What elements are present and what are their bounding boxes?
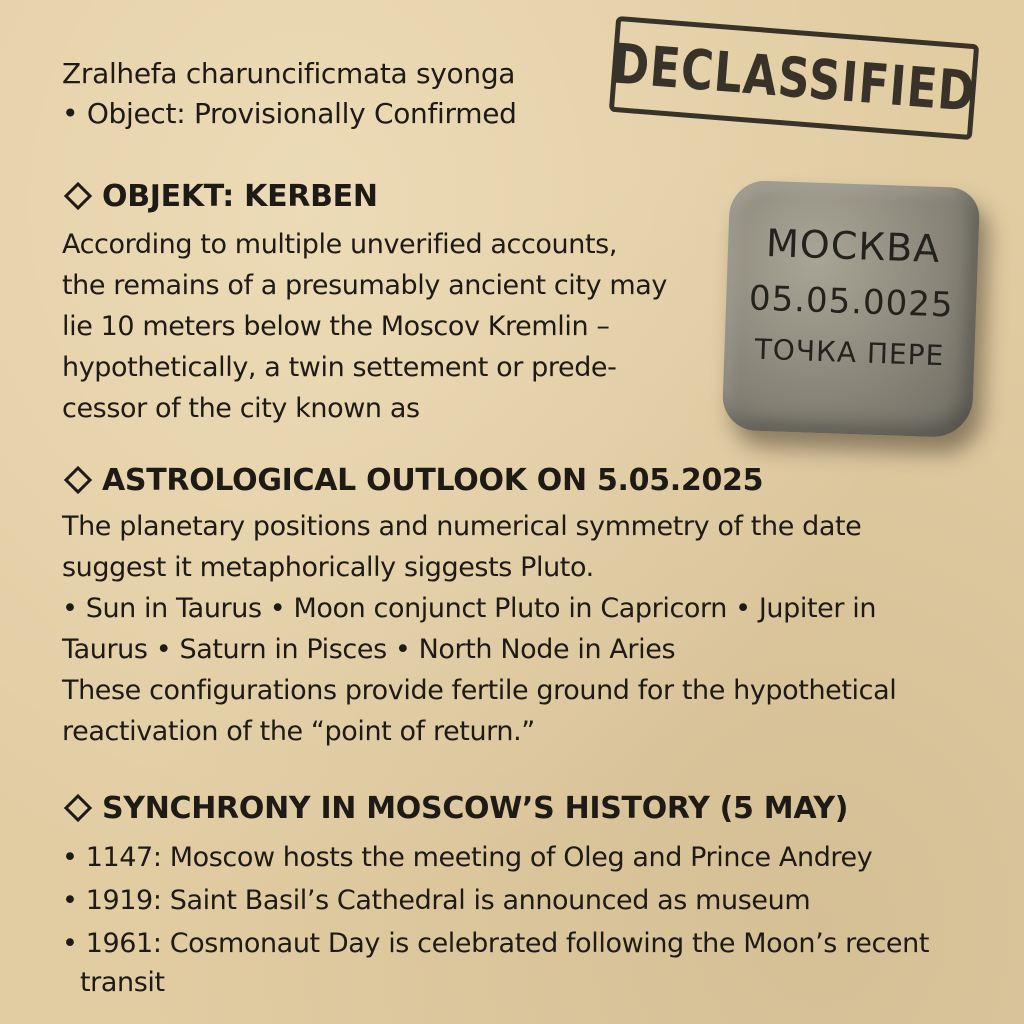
list-item-continuation: transit [80,967,165,998]
declassified-stamp [609,16,979,140]
paragraph-line: The planetary positions and numerical symmetry of the date [62,511,862,542]
section-title-synchrony [62,790,848,828]
paragraph-line: suggest it metaphorically siggests Pluto. [62,552,594,583]
paragraph-line: lie 10 meters below the Moscov Kremlin – [62,311,610,342]
diamond-bullet-icon [64,793,92,821]
paragraph-line: cessor of the city known as [62,393,420,424]
list-item: • 1147: Moscow hosts the meeting of Oleg and Prince Andrey [62,842,873,873]
paragraph-line: Taurus • Saturn in Pisces • North Node in Aries [62,634,676,665]
history-list [62,836,929,1001]
header-block [62,54,602,134]
stone-line-point: ТОЧКА ПЕРЕ [754,332,945,373]
header-subtitle: Zralhefa charuncificmata syonga [62,57,516,90]
paragraph-line: These configurations provide fertile ground for the hypothetical [62,675,897,706]
stamp-text: DECLASSIFIED [610,31,978,125]
list-item: • 1961: Cosmonaut Day is celebrated following the Moon’s recent [62,928,930,959]
stone-line-city: МОСКВА [765,221,942,272]
section-title-text: SYNCHRONY IN MOSCOW’S HISTORY (5 MAY) [102,791,849,826]
section-title-text: ASTROLOGICAL OUTLOOK ON 5.05.2025 [102,463,764,498]
header-object-status: • Object: Provisionally Confirmed [62,97,517,130]
section-body-astrological [62,506,896,752]
section-title-objekt [62,178,378,216]
paragraph-line: hypothetically, a twin settement or prede- [62,352,617,383]
section-title-astrological [62,462,763,500]
diamond-bullet-icon [64,181,92,209]
section-body-objekt [62,224,667,429]
stone-line-date: 05.05.0025 [748,278,955,326]
paragraph-line: • Sun in Taurus • Moon conjunct Pluto in Capricorn • Jupiter in [62,593,877,624]
list-item: • 1919: Saint Basil’s Cathedral is announced as museum [62,885,811,916]
diamond-bullet-icon [64,465,92,493]
engraved-stone [722,180,981,439]
section-title-text: OBJEKT: KERBEN [102,179,378,214]
paragraph-line: According to multiple unverified accounts, [62,229,617,260]
paragraph-line: reactivation of the “point of return.” [62,716,535,747]
paragraph-line: the remains of a presumably ancient city may [62,270,667,301]
